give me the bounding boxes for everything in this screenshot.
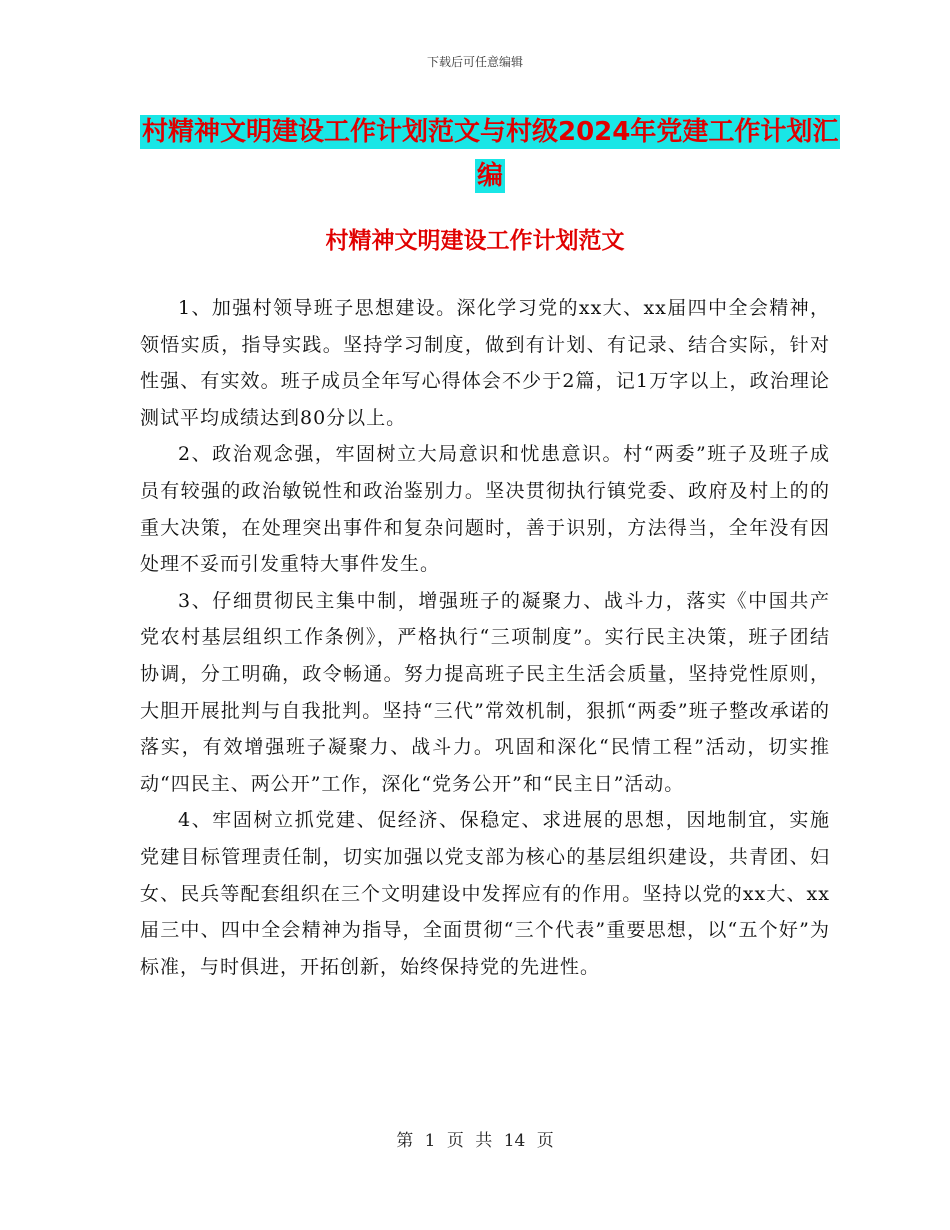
page-number-footer: 第 1 页 共 14 页 (396, 1131, 554, 1151)
paragraph-4: 4、牢固树立抓党建、促经济、保稳定、求进展的思想，因地制宜，实施党建目标管理责任制，切实加强以党支部为核心的基层组织建设，共青团、妇女、民兵等配套组织在三个文明建设中发挥应有的作用。坚持以党的xx大、xx届三中、四中全会精神为指导，全面贯彻“三个代表”重要思想，以“五个好”为标准，与时俱进，开拓创新，始终保持党的先进性。 (140, 809, 830, 978)
paragraph-2: 2、政治观念强，牢固树立大局意识和忧患意识。村“两委”班子及班子成员有较强的政治敏锐性和政治鉴别力。坚决贯彻执行镇党委、政府及村上的的重大决策，在处理突出事件和复杂问题时，善于识别，方法得当，全年没有因处理不妥而引发重特大事件发生。 (140, 443, 830, 576)
paragraph-3: 3、仔细贯彻民主集中制，增强班子的凝聚力、战斗力，落实《中国共产党农村基层组织工作条例》，严格执行“三项制度”。实行民主决策，班子团结协调，分工明确，政令畅通。努力提高班子民主生活会质量，坚持党性原则，大胆开展批判与自我批判。坚持“三代”常效机制，狠抓“两委”班子整改承诺的落实，有效增强班子凝聚力、战斗力。巩固和深化“民情工程”活动，切实推动“四民主、两公开”工作，深化“党务公开”和“民主日”活动。 (140, 589, 830, 795)
header-note: 下载后可任意编辑 (426, 55, 523, 69)
document-body (140, 290, 830, 985)
document-title (140, 110, 840, 198)
paragraph-1: 1、加强村领导班子思想建设。深化学习党的xx大、xx届四中全会精神，领悟实质，指导实践。坚持学习制度，做到有计划、有记录、结合实际，针对性强、有实效。班子成员全年写心得体会不少于2篇，记1万字以上，政治理论测试平均成绩达到80分以上。 (140, 297, 830, 429)
document-title-text: 村精神文明建设工作计划范文与村级2024年党建工作计划汇编 (142, 117, 839, 191)
section-title: 村精神文明建设工作计划范文 (325, 228, 625, 254)
